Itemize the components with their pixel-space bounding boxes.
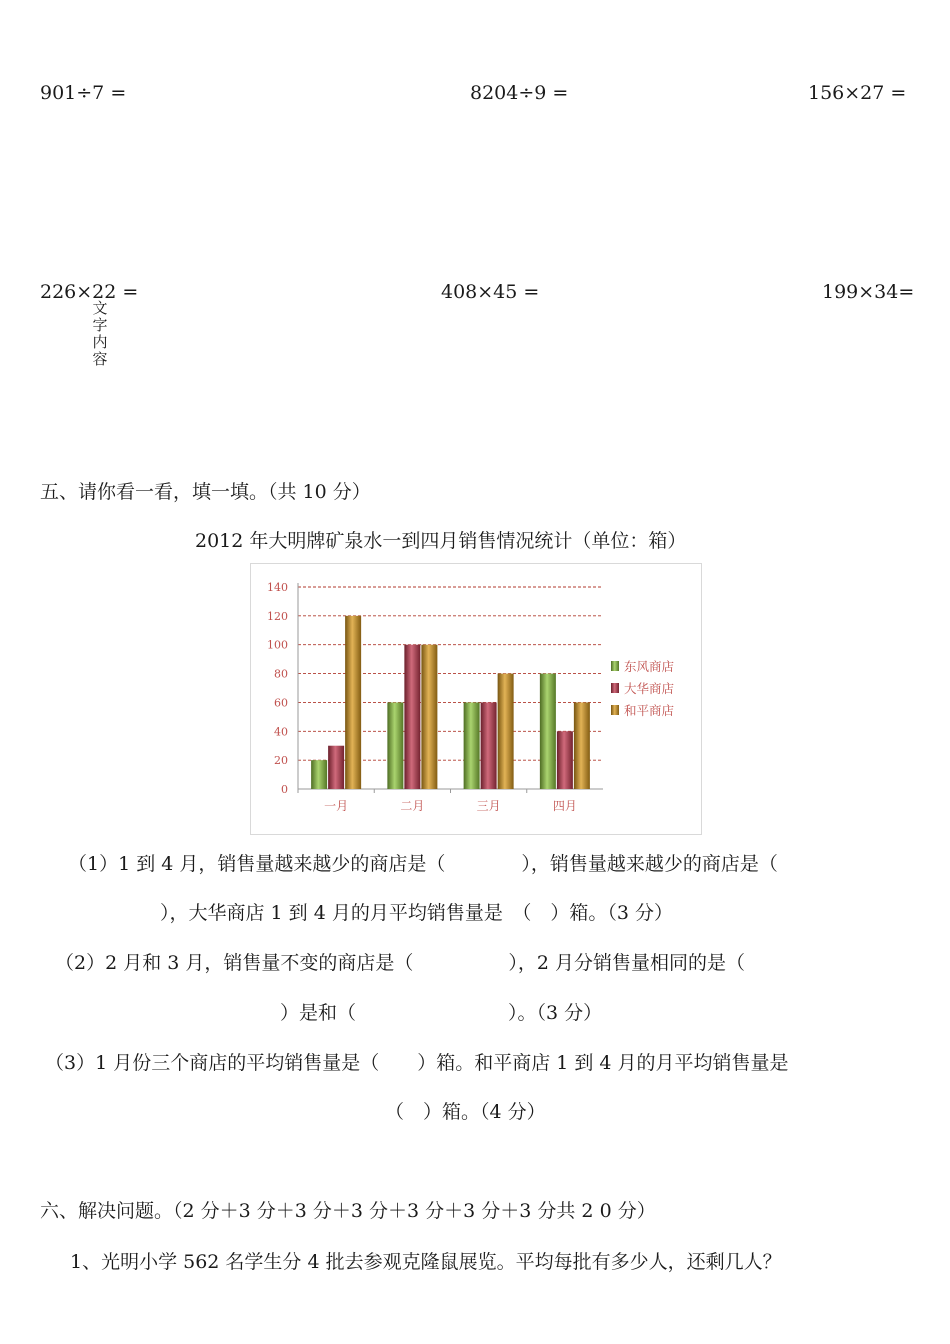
chart-frame: [250, 563, 702, 835]
calc-problem-1: 901÷7 =: [40, 82, 127, 104]
bar: [481, 702, 497, 789]
problem-1: 1、光明小学 562 名学生分 4 批去参观克隆鼠展览。平均每批有多少人，还剩几人？: [70, 1251, 782, 1273]
bar: [345, 616, 361, 789]
question-2-line-2: ）是和（ ）。（3 分）: [280, 1002, 603, 1024]
question-2-line-1: （2）2 月和 3 月，销售量不变的商店是（ ），2 月分销售量相同的是（: [55, 952, 746, 974]
x-tick-label: 四月: [552, 799, 577, 813]
overlay-char: 文: [92, 299, 108, 317]
legend-label: 大华商店: [624, 681, 675, 696]
bar: [464, 702, 480, 789]
y-tick-label: 40: [274, 725, 288, 739]
y-tick-label: 0: [281, 783, 288, 796]
legend-label: 和平商店: [624, 703, 675, 718]
calc-problem-3: 156×27 =: [808, 82, 907, 104]
question-3-line-2: （ ）箱。（4 分）: [385, 1101, 546, 1123]
y-tick-label: 120: [267, 609, 288, 623]
bar: [557, 731, 573, 789]
overlay-char: 字: [92, 316, 108, 334]
overlay-char: 内: [92, 333, 108, 351]
calc-problem-2: 8204÷9 =: [470, 82, 569, 104]
bar: [404, 645, 420, 789]
bar: [387, 702, 403, 789]
y-tick-label: 100: [267, 638, 288, 652]
bar: [328, 746, 344, 789]
x-tick-label: 二月: [400, 799, 425, 813]
section5-heading: 五、请你看一看，填一填。（共 10 分）: [40, 481, 371, 503]
section6-heading: 六、解决问题。（2 分＋3 分＋3 分＋3 分＋3 分＋3 分＋3 分共 2 0 分）: [40, 1200, 656, 1222]
bar: [540, 674, 556, 789]
legend-swatch: [611, 705, 619, 715]
legend-label: 东风商店: [624, 659, 675, 674]
legend-swatch: [611, 661, 619, 671]
calc-problem-5: 408×45 =: [441, 281, 540, 303]
overlay-label: [91, 300, 109, 368]
y-tick-label: 20: [274, 754, 288, 768]
bar: [311, 760, 327, 789]
overlay-char: 容: [92, 350, 108, 368]
y-tick-label: 80: [274, 667, 288, 681]
x-tick-label: 三月: [476, 799, 501, 813]
y-tick-label: 140: [267, 581, 288, 594]
chart-title: 2012 年大明牌矿泉水一到四月销售情况统计（单位：箱）: [195, 530, 687, 552]
calc-problem-6: 199×34=: [822, 281, 915, 303]
bar-chart: [251, 564, 701, 834]
bar: [498, 674, 514, 789]
legend-swatch: [611, 683, 619, 693]
x-tick-label: 一月: [324, 799, 349, 813]
y-tick-label: 60: [274, 696, 288, 710]
bar: [421, 645, 437, 789]
question-1-line-2: ），大华商店 1 到 4 月的月平均销售量是 （ ）箱。（3 分）: [160, 902, 673, 924]
bar: [574, 702, 590, 789]
question-1-line-1: （1）1 到 4 月，销售量越来越少的商店是（ ），销售量越来越少的商店是（: [68, 853, 778, 875]
calc-problem-4: 226×22 =: [40, 281, 139, 303]
question-3-line-1: （3）1 月份三个商店的平均销售量是（ ）箱。和平商店 1 到 4 月的月平均销售量是: [45, 1052, 789, 1074]
